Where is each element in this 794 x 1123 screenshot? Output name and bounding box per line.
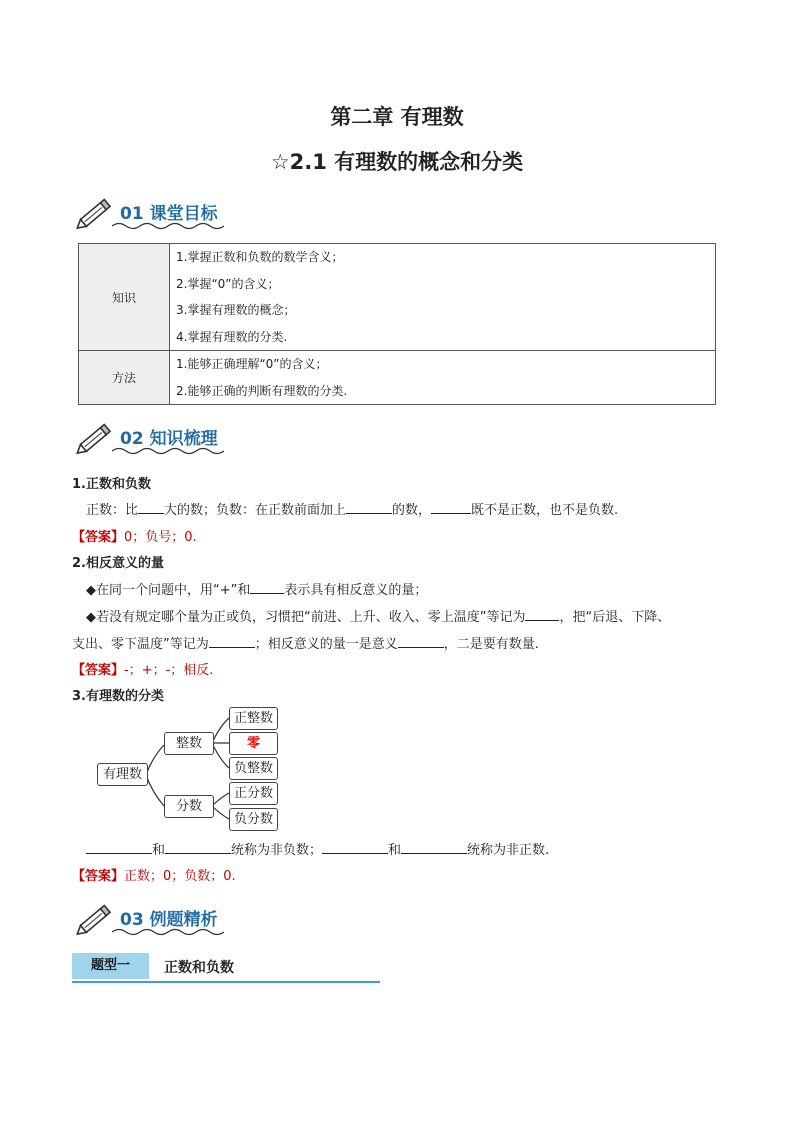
- pencil-icon: [76, 420, 116, 456]
- answer-3: [72, 865, 236, 884]
- blank-line: [322, 841, 388, 854]
- paragraph-positive-negative: [86, 499, 618, 518]
- section-title: ☆2.1 有理数的概念和分类: [270, 150, 524, 174]
- divider: [72, 981, 380, 983]
- list-item: 1.能够正确理解“0”的含义；: [176, 357, 328, 371]
- tree-node-fraction: 分数: [164, 795, 214, 818]
- blank-line: [209, 635, 255, 648]
- pencil-icon: [76, 195, 116, 231]
- section-label: 02 知识梳理: [120, 429, 218, 449]
- bullet-2-cont: [72, 633, 539, 652]
- section-label: 01 课堂目标: [120, 204, 218, 224]
- question-type-tab-label: 题型一: [90, 958, 130, 973]
- tree-node-positive-integer: 正整数: [229, 707, 278, 730]
- bullet-1: [86, 579, 427, 598]
- chapter-title: 第二章 有理数: [330, 105, 464, 129]
- text: 统称为非正数.: [467, 843, 550, 858]
- answer-tag: 【答案】: [72, 663, 125, 678]
- text: 的数，: [392, 503, 432, 518]
- text: 表示具有相反意义的量；: [284, 583, 428, 598]
- blank-line: [86, 841, 152, 854]
- fill-sentence: [86, 839, 549, 858]
- branch-line: [212, 743, 229, 768]
- section-header-goals: [76, 195, 236, 235]
- answer-1: [72, 526, 197, 545]
- row-key: 知识: [79, 244, 170, 351]
- text: 支出、零下温度”等记为: [72, 637, 209, 652]
- answer-text: 0；负号；0.: [124, 530, 197, 545]
- blank-line: [250, 581, 284, 594]
- question-type-title: 正数和负数: [164, 960, 234, 976]
- wave-underline-icon: [112, 927, 224, 937]
- section-header-examples: [76, 901, 236, 941]
- question-type-bar: [72, 953, 380, 983]
- pencil-icon: [76, 901, 116, 937]
- branch-line: [212, 718, 229, 743]
- text: 正数：比: [86, 503, 139, 518]
- list-item: 2.掌握“0”的含义；: [176, 276, 280, 291]
- blank-line: [401, 841, 467, 854]
- tree-node-positive-fraction: 正分数: [229, 782, 278, 805]
- blank-line: [431, 501, 471, 514]
- tree-node-negative-fraction: 负分数: [229, 808, 278, 831]
- row-key: 方法: [79, 351, 170, 405]
- blank-line: [398, 635, 444, 648]
- list-item: 4.掌握有理数的分类.: [176, 329, 288, 344]
- blank-line: [165, 841, 231, 854]
- heading-positive-negative: 1.正数和负数: [72, 477, 151, 492]
- text: 既不是正数，也不是负数.: [471, 503, 619, 518]
- text: ，二是要有数量.: [443, 637, 539, 652]
- table-row: [79, 351, 716, 405]
- branch-line: [212, 806, 229, 819]
- answer-tag: 【答案】: [72, 530, 125, 545]
- tree-node-integer: 整数: [164, 732, 214, 755]
- wave-underline-icon: [112, 446, 224, 456]
- text: ；相反意义的量一是意义: [254, 637, 398, 652]
- row-items: [170, 351, 716, 405]
- branch-line: [212, 793, 229, 806]
- tree-node-zero: 零: [229, 732, 278, 755]
- text: 统称为非负数；: [231, 843, 323, 858]
- blank-line: [138, 501, 164, 514]
- text: ，把“后退、下降、: [559, 610, 671, 625]
- text: ◆在同一个问题中，用“+”和: [86, 583, 251, 598]
- answer-text: 正数；0；负数；0.: [124, 869, 236, 884]
- blank-line: [346, 501, 392, 514]
- text: ◆若没有规定哪个量为正或负，习惯把“前进、上升、收入、零上温度”等记为: [86, 610, 526, 625]
- text: 和: [388, 843, 402, 858]
- row-items: [170, 244, 716, 351]
- heading-opposite-quantities: 2.相反意义的量: [72, 556, 164, 571]
- section-header-knowledge: [76, 420, 236, 460]
- tree-node-rational: 有理数: [97, 763, 148, 786]
- text: 和: [152, 843, 166, 858]
- answer-text: -；+；-；相反.: [124, 663, 214, 678]
- goals-table: [78, 243, 716, 405]
- heading-classification: 3.有理数的分类: [72, 689, 164, 704]
- branch-line: [146, 745, 164, 775]
- section-label: 03 例题精析: [120, 910, 218, 930]
- tree-node-negative-integer: 负整数: [229, 757, 278, 780]
- bullet-2: [86, 606, 670, 625]
- list-item: 1.掌握正数和负数的数学含义；: [176, 250, 344, 264]
- text: 大的数；负数：在正数前面加上: [164, 503, 347, 518]
- wave-underline-icon: [112, 221, 224, 231]
- list-item: 2.能够正确的判断有理数的分类.: [176, 383, 348, 398]
- branch-line: [146, 775, 164, 806]
- list-item: 3.掌握有理数的概念；: [176, 303, 296, 317]
- blank-line: [525, 608, 559, 621]
- table-row: [79, 244, 716, 351]
- answer-2: [72, 659, 213, 678]
- answer-tag: 【答案】: [72, 869, 125, 884]
